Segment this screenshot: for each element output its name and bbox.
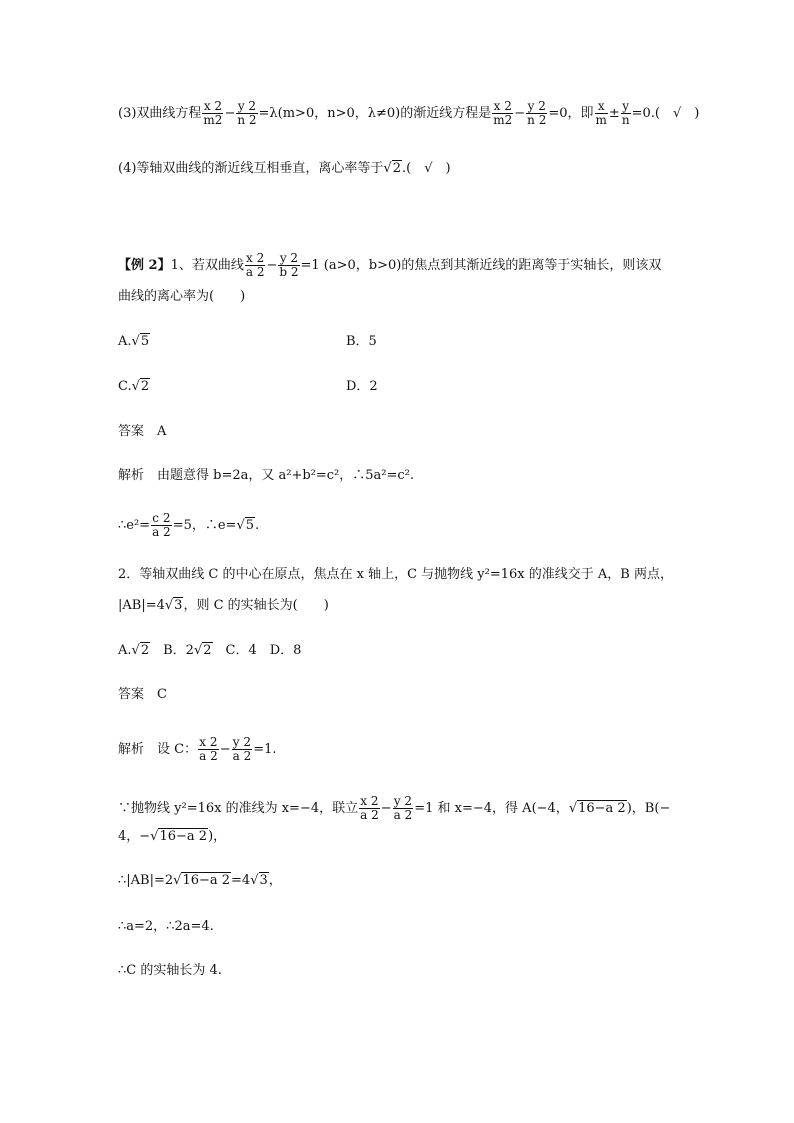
- option-a: A.√5: [118, 334, 150, 349]
- analysis-1: 解析 由题意得 b=2a，又 a²+b²=c²，∴5a²=c².: [118, 468, 415, 483]
- fraction: $\frac{y 2}{a 2}$: [232, 735, 252, 763]
- sqrt-expression: √2: [383, 161, 401, 176]
- fraction: $\frac{x 2}{a 2}$: [360, 794, 379, 822]
- example-2-question: 【例 2】1、若双曲线 $\frac{x 2}{a 2}$ − $\frac{y 2}{b 2}$ =1 (a>0，b>0)的焦点到其渐近线的距离等于实轴长，则该双: [118, 251, 662, 279]
- check-mark: √: [424, 161, 433, 176]
- fraction: $\frac{x 2}{a 2}$: [199, 735, 218, 763]
- option-b: B．5: [346, 334, 377, 349]
- question-2-options: A.√2 B．2√2 C．4 D．8: [118, 643, 302, 658]
- question-2-cont: |AB|=4√3，则 C 的实轴长为( ): [118, 598, 329, 613]
- solution-step-5: ∴C 的实轴长为 4.: [118, 963, 222, 978]
- fraction: $\frac{y 2}{n 2}$: [527, 99, 547, 127]
- fraction: $\frac{y}{n}$: [621, 99, 630, 127]
- analysis-2: 解析 设 C： $\frac{x 2}{a 2}$ − $\frac{y 2}{a 2}$ =1.: [118, 735, 277, 763]
- statement-3-text: (3)双曲线方程: [118, 106, 202, 121]
- example-label: 【例 2】: [118, 258, 171, 273]
- fraction: $\frac{y 2}{n 2}$: [237, 99, 257, 127]
- solution-step-1: ∵抛物线 y²=16x 的准线为 x=−4，联立 $\frac{x 2}{a 2}$ − $\frac{y 2}{a 2}$ =1 和 x=−4，得 A(−4，√16−a 2)，B(−: [118, 794, 671, 822]
- fraction: $\frac{x 2}{a 2}$: [245, 251, 265, 279]
- statement-4: (4)等轴双曲线的渐近线互相垂直，离心率等于√2.( √ ): [118, 161, 451, 176]
- example-2-question-cont: 曲线的离心率为( ): [118, 289, 246, 304]
- fraction: $\frac{y 2}{b 2}$: [279, 251, 299, 279]
- fraction: $\frac{y 2}{a 2}$: [393, 794, 413, 822]
- solution-step-3: ∴|AB|=2√16−a 2=4√3，: [118, 873, 282, 888]
- fraction: $\frac{x 2}{m2}$: [493, 99, 513, 127]
- answer-1: 答案 A: [118, 424, 167, 439]
- question-2: 2．等轴双曲线 C 的中心在原点，焦点在 x 轴上，C 与抛物线 y²=16x 的准线交于 A，B 两点，: [118, 567, 673, 582]
- solution-step-4: ∴a=2，∴2a=4.: [118, 919, 214, 934]
- fraction: $\frac{x 2}{m2}$: [203, 99, 223, 127]
- fraction: $\frac{c 2}{a 2}$: [152, 511, 171, 539]
- option-d: D．2: [346, 379, 378, 394]
- option-c: C.√2: [118, 379, 150, 394]
- answer-2: 答案 C: [118, 687, 167, 702]
- solution-step-2: 4，−√16−a 2)，: [118, 829, 227, 844]
- check-mark: √: [672, 106, 682, 121]
- statement-3: (3)双曲线方程 $\frac{x 2}{m2}$ − $\frac{y 2}{n 2}$ =λ(m>0，n>0，λ≠0)的渐近线方程是 $\frac{x 2}{m2}$ − $\frac{y 2}{n 2}$ =0，即 $\frac{x}{m}$ ± $\frac{y}{n}$ =0.( √ ): [118, 99, 700, 127]
- fraction: $\frac{x}{m}$: [595, 99, 607, 127]
- eccentricity-line: ∴e²= $\frac{c 2}{a 2}$ =5，∴e=√5.: [118, 511, 260, 539]
